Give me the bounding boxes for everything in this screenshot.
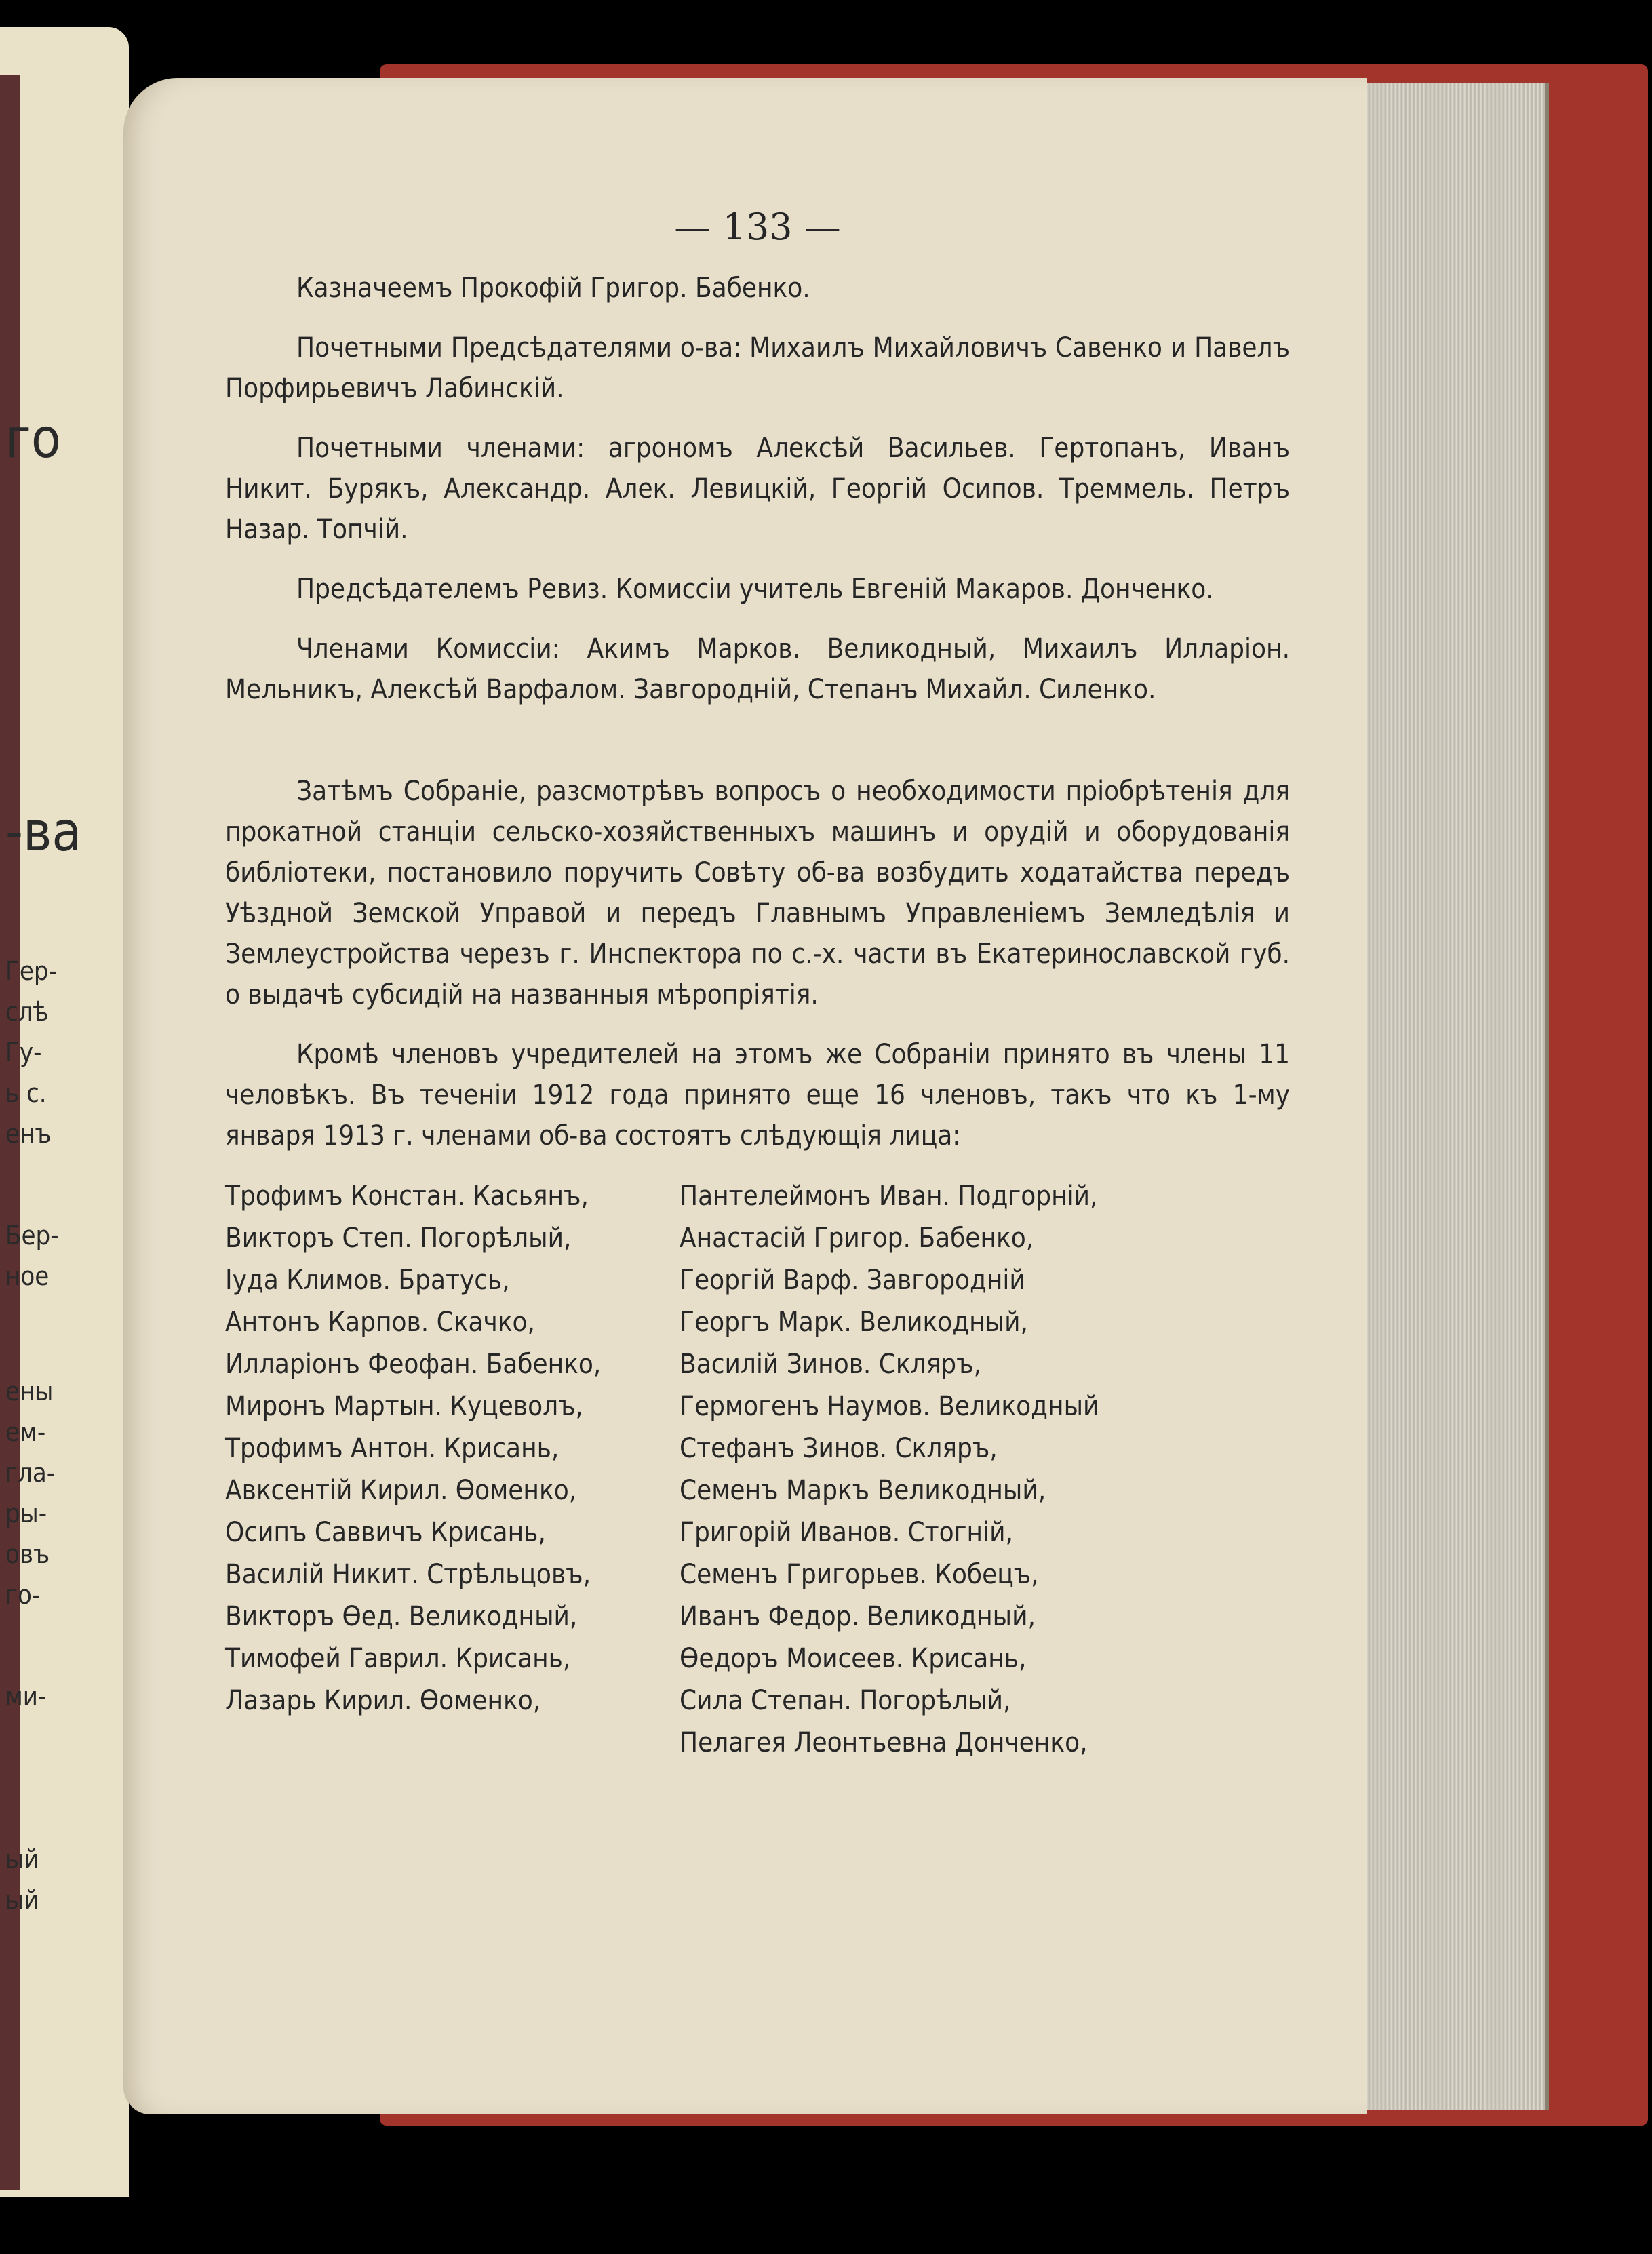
list-item: Семенъ Маркъ Великодный, [680, 1475, 1046, 1506]
list-item: Стефанъ Зинов. Скляръ, [680, 1433, 998, 1464]
list-item: Антонъ Карпов. Скачко, [225, 1307, 535, 1338]
left-fragment: го [5, 407, 61, 470]
page-number: — 133 — [674, 205, 841, 248]
list-item: Трофимъ Констан. Касьянъ, [225, 1181, 589, 1212]
list-item: Семенъ Григорьев. Кобецъ, [680, 1559, 1039, 1590]
list-item: Викторъ Ѳед. Великодный, [225, 1601, 578, 1632]
left-fragment: ены [5, 1377, 54, 1406]
list-item: Осипъ Саввичъ Крисань, [225, 1517, 546, 1548]
left-fragment: слѣ [5, 997, 49, 1027]
left-fragment: ры- [5, 1499, 47, 1528]
left-fragment: енъ [5, 1119, 52, 1149]
list-item: Григорій Иванов. Стогній, [680, 1517, 1013, 1548]
list-item: Василій Никит. Стрѣльцовъ, [225, 1559, 591, 1590]
list-item: Авксентій Кирил. Ѳоменко, [225, 1475, 577, 1506]
list-item: Іуда Климов. Братусь, [225, 1265, 510, 1296]
list-item: Иванъ Федор. Великодный, [680, 1601, 1036, 1632]
left-fragment: Гу- [5, 1037, 42, 1067]
list-item: Георгій Варф. Завгородній [680, 1265, 1025, 1296]
left-fragment: Гер- [5, 956, 57, 986]
list-item: Ѳедоръ Моисеев. Крисань, [680, 1643, 1027, 1674]
list-item: Анастасій Григор. Бабенко, [680, 1223, 1034, 1254]
left-page [0, 27, 129, 2197]
paragraph-honorary-members: Почетными членами: агрономъ Алексѣй Васильев. Гертопанъ, Иванъ Никит. Бурякъ, Александр. Алек. Левицкій, Георгій Осипов. Треммель. Петръ Назар. Топчій. [225, 433, 1290, 545]
list-item: Миронъ Мартын. Куцеволъ, [225, 1391, 583, 1422]
list-item: Тимофей Гаврил. Крисань, [225, 1643, 571, 1674]
paragraph-membership: Кромѣ членовъ учредителей на этомъ же Собраніи принято въ члены 11 человѣкъ. Въ теченіи 1912 года принято еще 16 членовъ, такъ что къ 1-му января 1913 г. членами об-ва состоятъ слѣдующія лица: [225, 1039, 1290, 1151]
book-page [123, 78, 1367, 2114]
member-list-right [680, 1175, 1134, 1764]
left-fragment: Бер- [5, 1221, 59, 1250]
list-item: Георгъ Марк. Великодный, [680, 1307, 1028, 1338]
paragraph-treasurer: Казначеемъ Прокофій Григор. Бабенко. [296, 273, 810, 304]
list-item: Пантелеймонъ Иван. Подгорній, [680, 1181, 1098, 1212]
list-item: Трофимъ Антон. Крисань, [225, 1433, 559, 1464]
list-item: Гермогенъ Наумов. Великодный [680, 1391, 1099, 1422]
left-fragment: ый [5, 1885, 39, 1915]
left-fragment: го- [5, 1580, 41, 1610]
list-item: Сила Степан. Погорѣлый, [680, 1685, 1011, 1716]
paragraph-resolution: Затѣмъ Собраніе, разсмотрѣвъ вопросъ о необходимости пріобрѣтенія для прокатной станціи сельско-хозяйственныхъ машинъ и орудій и оборудованія библіотеки, постановило поручить Совѣту об-ва возбудить ходатайства передъ Уѣздной Земской Управой и передъ Главнымъ Управленіемъ Земледѣлія и Землеустройства черезъ г. Инспектора по с.-х. части въ Екатеринославской губ. о выдачѣ субсидій на названныя мѣропріятія. [225, 776, 1290, 1010]
left-fragment: -ва [5, 800, 82, 863]
list-item: Пелагея Леонтьевна Донченко, [680, 1727, 1088, 1758]
page-body [225, 207, 1290, 1764]
left-fragment: ми- [5, 1682, 47, 1712]
left-fragment: ное [5, 1261, 50, 1291]
list-item: Василій Зинов. Скляръ, [680, 1349, 981, 1380]
left-fragment: ем- [5, 1417, 46, 1447]
list-item: Илларіонъ Феофан. Бабенко, [225, 1349, 602, 1380]
page-edges [1363, 83, 1549, 2110]
paragraph-honorary-chairmen: Почетными Предсѣдателями о-ва: Михаилъ Михайловичъ Савенко и Павелъ Порфирьевичъ Лабинскій. [225, 332, 1290, 404]
list-item: Викторъ Степ. Погорѣлый, [225, 1223, 572, 1254]
member-list-left [225, 1175, 680, 1764]
left-fragment: ь с. [5, 1078, 47, 1108]
paragraph-commission-members: Членами Комиссіи: Акимъ Марков. Великодный, Михаилъ Илларіон. Мельникъ, Алексѣй Варфалом. Завгородній, Степанъ Михайл. Силенко. [225, 633, 1290, 705]
member-list [225, 1175, 1290, 1764]
left-page-fragments [0, 27, 129, 2197]
left-fragment: ый [5, 1844, 39, 1874]
list-item: Лазарь Кирил. Ѳоменко, [225, 1685, 541, 1716]
left-fragment: гла- [5, 1458, 56, 1488]
left-fragment: овъ [5, 1539, 50, 1569]
paragraph-audit-chairman: Предсѣдателемъ Ревиз. Комиссіи учитель Евгеній Макаров. Донченко. [296, 574, 1214, 605]
